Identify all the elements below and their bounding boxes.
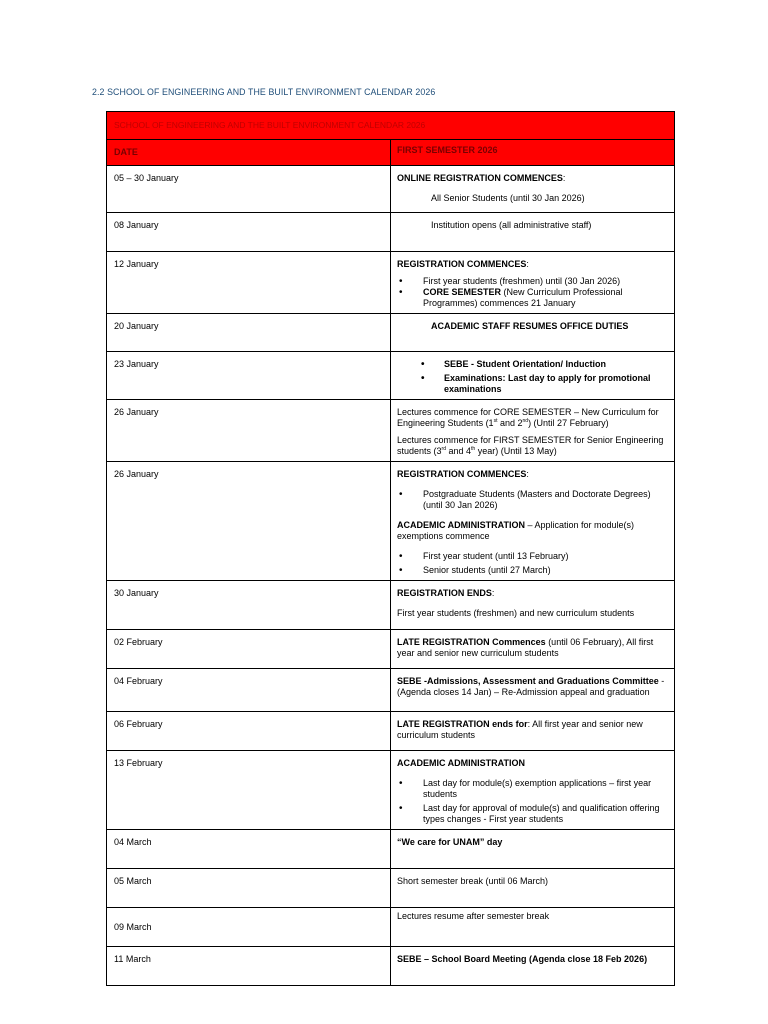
list-item: • Examinations: Last day to apply for promotional examinations [397, 373, 668, 395]
event-line: All Senior Students (until 30 Jan 2026) [431, 193, 585, 203]
row-event [391, 830, 675, 869]
event-line: Lectures commence for FIRST SEMESTER for Senior Engineering students (3rd and 4th year) (Until 13 May) [397, 435, 664, 456]
event-title-suffix: : [526, 469, 529, 479]
row-date: 13 February [107, 751, 391, 830]
event-title-suffix: : [491, 588, 495, 598]
list-item: • Last day for approval of module(s) and qualification offering types changes - First year students [397, 803, 668, 825]
row-date: 09 March [107, 908, 391, 947]
row-date: 05 – 30 January [107, 166, 391, 213]
table-row [107, 581, 675, 630]
event-title: ACADEMIC ADMINISTRATION [397, 758, 525, 768]
table-row [107, 669, 675, 712]
row-date: 08 January [107, 213, 391, 252]
row-event: LATE REGISTRATION Commences (until 06 February), All first year and senior new curriculum students [391, 630, 675, 669]
list-item: • Last day for module(s) exemption applications – first year students [397, 778, 668, 800]
page-heading: 2.2 SCHOOL OF ENGINEERING AND THE BUILT ENVIRONMENT CALENDAR 2026 [92, 87, 436, 97]
table-title-row [107, 112, 675, 140]
event-line: Institution opens (all administrative staff) [431, 220, 592, 230]
event-line: “We care for UNAM” day [397, 837, 503, 847]
row-event [391, 908, 675, 947]
list-item: • Senior students (until 27 March) [397, 565, 668, 576]
row-event: LATE REGISTRATION ends for: All first year and senior new curriculum students [391, 712, 675, 751]
event-title: ONLINE REGISTRATION COMMENCES [397, 173, 563, 183]
row-date: 20 January [107, 314, 391, 352]
table-row [107, 352, 675, 400]
table-row [107, 252, 675, 314]
event-line: ACADEMIC STAFF RESUMES OFFICE DUTIES [431, 321, 629, 331]
event-list [397, 489, 668, 511]
row-event [391, 352, 675, 400]
table-row [107, 712, 675, 751]
event-list [397, 276, 668, 309]
table-title: SCHOOL OF ENGINEERING AND THE BUILT ENVIRONMENT CALENDAR 2026 [107, 112, 675, 140]
list-item: • First year students (freshmen) until (30 Jan 2026) [397, 276, 668, 287]
event-line: Lectures resume after semester break [397, 911, 550, 921]
event-line: First year students (freshmen) and new curriculum students [397, 608, 635, 618]
table-row [107, 166, 675, 213]
event-title-suffix: : [526, 259, 529, 269]
calendar-table [106, 111, 675, 986]
row-event [391, 213, 675, 252]
row-event [391, 581, 675, 630]
list-item-bold: CORE SEMESTER [423, 287, 502, 297]
event-line: Lectures commence for CORE SEMESTER – New Curriculum for Engineering Students (1st and 2nd) (Until 27 February) [397, 407, 659, 428]
event-line: Short semester break (until 06 March) [397, 876, 549, 886]
event-title: REGISTRATION COMMENCES [397, 469, 527, 479]
row-date: 26 January [107, 400, 391, 462]
row-date: 12 January [107, 252, 391, 314]
row-event [391, 869, 675, 908]
event-title-suffix: : [562, 173, 566, 183]
column-header-date: DATE [107, 140, 391, 166]
event-list [397, 778, 668, 825]
row-date: 23 January [107, 352, 391, 400]
table-row [107, 400, 675, 462]
table-row [107, 462, 675, 581]
row-date: 11 March [107, 947, 391, 986]
table-row [107, 947, 675, 986]
table-row [107, 751, 675, 830]
row-date: 04 March [107, 830, 391, 869]
row-event [391, 947, 675, 986]
row-event [391, 252, 675, 314]
list-item: • SEBE - Student Orientation/ Induction [397, 359, 668, 370]
table-row [107, 630, 675, 669]
row-event [391, 400, 675, 462]
table-row [107, 830, 675, 869]
table-row [107, 213, 675, 252]
event-title: REGISTRATION COMMENCES [397, 259, 527, 269]
column-header-semester: FIRST SEMESTER 2026 [391, 140, 675, 166]
row-date: 05 March [107, 869, 391, 908]
list-item: • Postgraduate Students (Masters and Doctorate Degrees) (until 30 Jan 2026) [397, 489, 668, 511]
row-date: 06 February [107, 712, 391, 751]
row-event [391, 751, 675, 830]
row-date: 30 January [107, 581, 391, 630]
row-date: 26 January [107, 462, 391, 581]
table-header-row [107, 140, 675, 166]
row-event [391, 314, 675, 352]
list-item [397, 287, 668, 309]
row-event [391, 166, 675, 213]
table-row [107, 314, 675, 352]
row-event [391, 462, 675, 581]
event-title: REGISTRATION ENDS [397, 588, 492, 598]
row-date: 04 February [107, 669, 391, 712]
table-row [107, 908, 675, 947]
row-date: 02 February [107, 630, 391, 669]
table-row [107, 869, 675, 908]
event-list [397, 359, 668, 395]
list-item: • First year student (until 13 February) [397, 551, 668, 562]
list-item-text: (New Curriculum Professional Programmes) commences 21 January [423, 287, 623, 308]
event-list [397, 551, 668, 576]
event-line: ACADEMIC ADMINISTRATION – Application for module(s) exemptions commence [397, 520, 635, 541]
event-line: SEBE – School Board Meeting (Agenda close 18 Feb 2026) [397, 954, 648, 964]
row-event: SEBE -Admissions, Assessment and Graduations Committee - (Agenda closes 14 Jan) – Re-Admission appeal and graduation [391, 669, 675, 712]
